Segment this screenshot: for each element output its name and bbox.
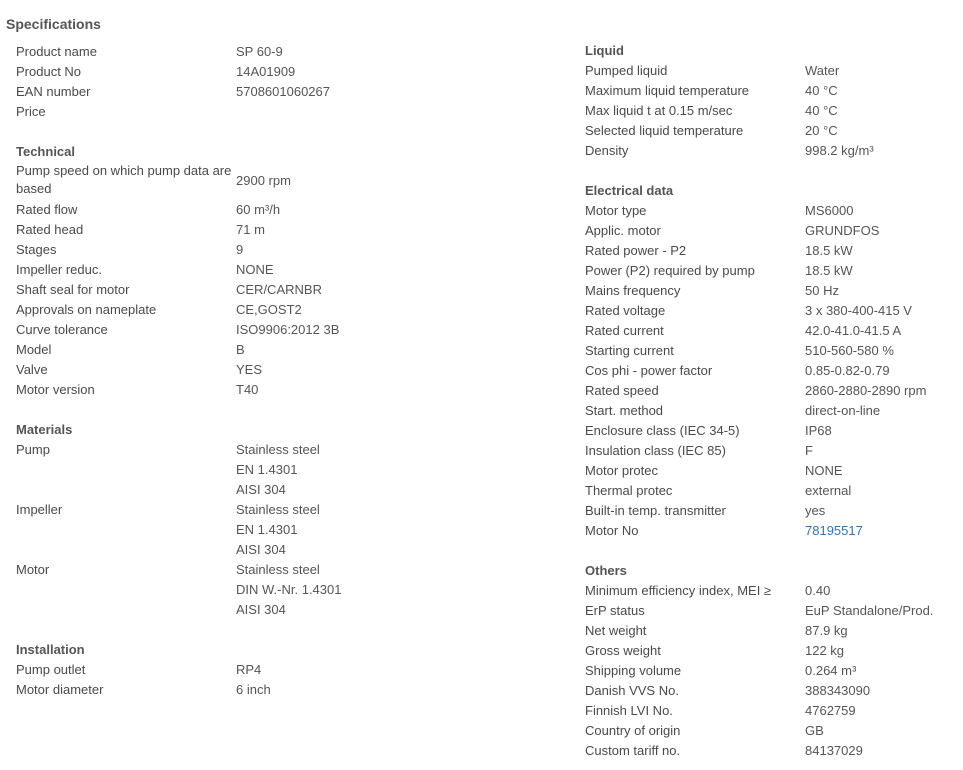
spec-row bbox=[585, 461, 960, 481]
spec-value: 510-560-580 % bbox=[805, 343, 894, 358]
spec-row bbox=[16, 220, 536, 240]
spec-row bbox=[585, 121, 960, 141]
spec-value: 18.5 kW bbox=[805, 243, 853, 258]
spec-row bbox=[16, 500, 536, 560]
right-column bbox=[585, 41, 960, 761]
spec-value: NONE bbox=[236, 262, 274, 277]
spec-label: Impeller reduc. bbox=[16, 262, 102, 277]
spec-value: 122 kg bbox=[805, 643, 845, 658]
spec-row bbox=[585, 601, 960, 621]
material-line: EN 1.4301 bbox=[236, 522, 298, 537]
spec-value: 0.40 bbox=[805, 583, 831, 598]
page-title: Specifications bbox=[6, 16, 101, 32]
spec-value: 40 °C bbox=[805, 103, 838, 118]
spec-value: 6 inch bbox=[236, 682, 271, 697]
spec-value: NONE bbox=[805, 463, 843, 478]
spec-row bbox=[585, 141, 960, 161]
section-heading: Electrical data bbox=[585, 183, 674, 198]
spec-row bbox=[585, 321, 960, 341]
spec-value: external bbox=[805, 483, 852, 498]
spec-label: Pump speed on which pump data are based bbox=[16, 163, 232, 196]
spec-value: RP4 bbox=[236, 662, 262, 677]
spec-row bbox=[585, 101, 960, 121]
spec-label: Curve tolerance bbox=[16, 322, 108, 337]
spec-label: Pump bbox=[16, 442, 50, 457]
spec-value: 71 m bbox=[236, 222, 265, 237]
spec-value: 40 °C bbox=[805, 83, 838, 98]
spec-row bbox=[585, 741, 960, 761]
spec-value: 4762759 bbox=[805, 703, 856, 718]
spec-value bbox=[236, 500, 536, 560]
spec-label: Power (P2) required by pump bbox=[585, 263, 755, 278]
materials-section bbox=[16, 420, 536, 620]
spec-label: Country of origin bbox=[585, 723, 681, 738]
spec-value: yes bbox=[805, 503, 826, 518]
material-line: AISI 304 bbox=[236, 482, 286, 497]
spec-row bbox=[16, 300, 536, 320]
spec-value: B bbox=[236, 342, 245, 357]
spec-label: Enclosure class (IEC 34-5) bbox=[585, 423, 740, 438]
spec-row bbox=[585, 701, 960, 721]
spec-row bbox=[16, 560, 536, 620]
motor-no-link[interactable]: 78195517 bbox=[805, 523, 863, 538]
spec-value: CER/CARNBR bbox=[236, 282, 322, 297]
spec-row bbox=[585, 361, 960, 381]
spec-label: Rated power - P2 bbox=[585, 243, 687, 258]
spec-row bbox=[16, 380, 536, 400]
spec-row bbox=[585, 681, 960, 701]
spec-row bbox=[16, 200, 536, 220]
spec-value: 0.264 m³ bbox=[805, 663, 857, 678]
spec-label: Rated head bbox=[16, 222, 84, 237]
spec-value bbox=[236, 560, 536, 620]
spec-label: Mains frequency bbox=[585, 283, 681, 298]
spec-row bbox=[16, 280, 536, 300]
spec-value bbox=[236, 440, 536, 500]
spec-row bbox=[16, 42, 536, 62]
material-line: Stainless steel bbox=[236, 442, 320, 457]
spec-value: YES bbox=[236, 362, 263, 377]
spec-label: Custom tariff no. bbox=[585, 743, 681, 758]
spec-label: Pumped liquid bbox=[585, 63, 668, 78]
spec-row bbox=[16, 162, 536, 200]
spec-row bbox=[585, 421, 960, 441]
spec-row bbox=[585, 61, 960, 81]
spec-value: 20 °C bbox=[805, 123, 838, 138]
technical-section bbox=[16, 142, 536, 400]
spec-label: Shipping volume bbox=[585, 663, 682, 678]
spec-value: 388343090 bbox=[805, 683, 871, 698]
spec-label: Net weight bbox=[585, 623, 647, 638]
spec-row bbox=[585, 521, 960, 541]
spec-label: Motor diameter bbox=[16, 682, 104, 697]
spec-label: Rated flow bbox=[16, 202, 78, 217]
spec-row bbox=[585, 341, 960, 361]
spec-label: Motor type bbox=[585, 203, 647, 218]
spec-value: Water bbox=[805, 63, 840, 78]
spec-row bbox=[585, 641, 960, 661]
spec-label: Thermal protec bbox=[585, 483, 673, 498]
spec-row bbox=[585, 721, 960, 741]
liquid-section bbox=[585, 41, 960, 161]
spec-row bbox=[16, 102, 536, 122]
spec-row bbox=[585, 201, 960, 221]
spec-row bbox=[16, 360, 536, 380]
spec-label: Finnish LVI No. bbox=[585, 703, 673, 718]
electrical-section bbox=[585, 181, 960, 541]
spec-label: Minimum efficiency index, MEI ≥ bbox=[585, 583, 772, 598]
material-line: AISI 304 bbox=[236, 542, 286, 557]
spec-row bbox=[16, 680, 536, 700]
spec-label: Maximum liquid temperature bbox=[585, 83, 750, 98]
spec-label: Rated speed bbox=[585, 383, 659, 398]
spec-label: Rated current bbox=[585, 323, 664, 338]
spec-row bbox=[16, 82, 536, 102]
spec-row bbox=[585, 81, 960, 101]
spec-value: 0.85-0.82-0.79 bbox=[805, 363, 890, 378]
section-heading: Materials bbox=[16, 422, 73, 437]
spec-label: Approvals on nameplate bbox=[16, 302, 157, 317]
spec-row bbox=[16, 240, 536, 260]
spec-value: 60 m³/h bbox=[236, 202, 281, 217]
material-line: DIN W.-Nr. 1.4301 bbox=[236, 582, 342, 597]
spec-label: Rated voltage bbox=[585, 303, 666, 318]
spec-label: Max liquid t at 0.15 m/sec bbox=[585, 103, 733, 118]
section-heading: Others bbox=[585, 563, 627, 578]
spec-value: SP 60-9 bbox=[236, 44, 283, 59]
left-column bbox=[16, 42, 536, 700]
spec-row bbox=[585, 381, 960, 401]
spec-label: ErP status bbox=[585, 603, 645, 618]
spec-row bbox=[585, 221, 960, 241]
spec-label: Product No bbox=[16, 64, 82, 79]
spec-label: Density bbox=[585, 143, 629, 158]
spec-value: T40 bbox=[236, 382, 259, 397]
general-section bbox=[16, 42, 536, 122]
spec-value: 18.5 kW bbox=[805, 263, 853, 278]
spec-row bbox=[16, 440, 536, 500]
spec-row bbox=[16, 340, 536, 360]
spec-row bbox=[585, 261, 960, 281]
section-heading: Liquid bbox=[585, 43, 624, 58]
spec-value: 998.2 kg/m³ bbox=[805, 143, 874, 158]
spec-label: Insulation class (IEC 85) bbox=[585, 443, 726, 458]
spec-label: Motor protec bbox=[585, 463, 658, 478]
spec-label: EAN number bbox=[16, 84, 91, 99]
spec-label: Motor No bbox=[585, 523, 639, 538]
spec-value: EuP Standalone/Prod. bbox=[805, 603, 934, 618]
spec-label: Selected liquid temperature bbox=[585, 123, 744, 138]
spec-row bbox=[585, 401, 960, 421]
spec-row bbox=[585, 481, 960, 501]
spec-label: Built-in temp. transmitter bbox=[585, 503, 726, 518]
spec-row bbox=[585, 661, 960, 681]
installation-section bbox=[16, 640, 536, 700]
spec-row bbox=[585, 621, 960, 641]
spec-label: Impeller bbox=[16, 502, 63, 517]
spec-value: GRUNDFOS bbox=[805, 223, 880, 238]
spec-value: F bbox=[805, 443, 813, 458]
spec-value: 9 bbox=[236, 242, 244, 257]
spec-label: Starting current bbox=[585, 343, 674, 358]
spec-value: 2900 rpm bbox=[236, 173, 291, 188]
section-heading: Installation bbox=[16, 642, 85, 657]
spec-value: 2860-2880-2890 rpm bbox=[805, 383, 927, 398]
spec-value: IP68 bbox=[805, 423, 832, 438]
material-line: EN 1.4301 bbox=[236, 462, 298, 477]
spec-value: 87.9 kg bbox=[805, 623, 848, 638]
spec-value bbox=[236, 102, 536, 122]
spec-value: 84137029 bbox=[805, 743, 863, 758]
spec-label: Pump outlet bbox=[16, 662, 86, 677]
spec-value: ISO9906:2012 3B bbox=[236, 322, 340, 337]
spec-value: MS6000 bbox=[805, 203, 854, 218]
spec-label: Model bbox=[16, 342, 52, 357]
spec-label: Danish VVS No. bbox=[585, 683, 679, 698]
spec-row bbox=[16, 62, 536, 82]
material-line: Stainless steel bbox=[236, 502, 320, 517]
spec-value: CE,GOST2 bbox=[236, 302, 302, 317]
spec-value: 14A01909 bbox=[236, 64, 296, 79]
spec-label: Stages bbox=[16, 242, 57, 257]
section-heading: Technical bbox=[16, 144, 76, 159]
spec-row bbox=[585, 441, 960, 461]
spec-label: Shaft seal for motor bbox=[16, 282, 130, 297]
spec-label: Start. method bbox=[585, 403, 664, 418]
spec-value: 5708601060267 bbox=[236, 84, 330, 99]
spec-label: Product name bbox=[16, 44, 97, 59]
material-line: Stainless steel bbox=[236, 562, 320, 577]
spec-row bbox=[585, 301, 960, 321]
others-section bbox=[585, 561, 960, 761]
spec-row bbox=[585, 581, 960, 601]
spec-row bbox=[16, 260, 536, 280]
spec-value: GB bbox=[805, 723, 824, 738]
spec-label: Applic. motor bbox=[585, 223, 661, 238]
spec-label: Motor version bbox=[16, 382, 95, 397]
spec-row bbox=[585, 501, 960, 521]
spec-row bbox=[16, 320, 536, 340]
spec-row bbox=[16, 660, 536, 680]
spec-value: 42.0-41.0-41.5 A bbox=[805, 323, 902, 338]
spec-value: direct-on-line bbox=[805, 403, 881, 418]
material-line: AISI 304 bbox=[236, 602, 286, 617]
spec-row bbox=[585, 241, 960, 261]
spec-row bbox=[585, 281, 960, 301]
spec-label: Gross weight bbox=[585, 643, 661, 658]
spec-value: 50 Hz bbox=[805, 283, 839, 298]
spec-label: Cos phi - power factor bbox=[585, 363, 713, 378]
spec-label: Price bbox=[16, 104, 46, 119]
spec-label: Valve bbox=[16, 362, 48, 377]
spec-value: 3 x 380-400-415 V bbox=[805, 303, 912, 318]
spec-label: Motor bbox=[16, 562, 50, 577]
